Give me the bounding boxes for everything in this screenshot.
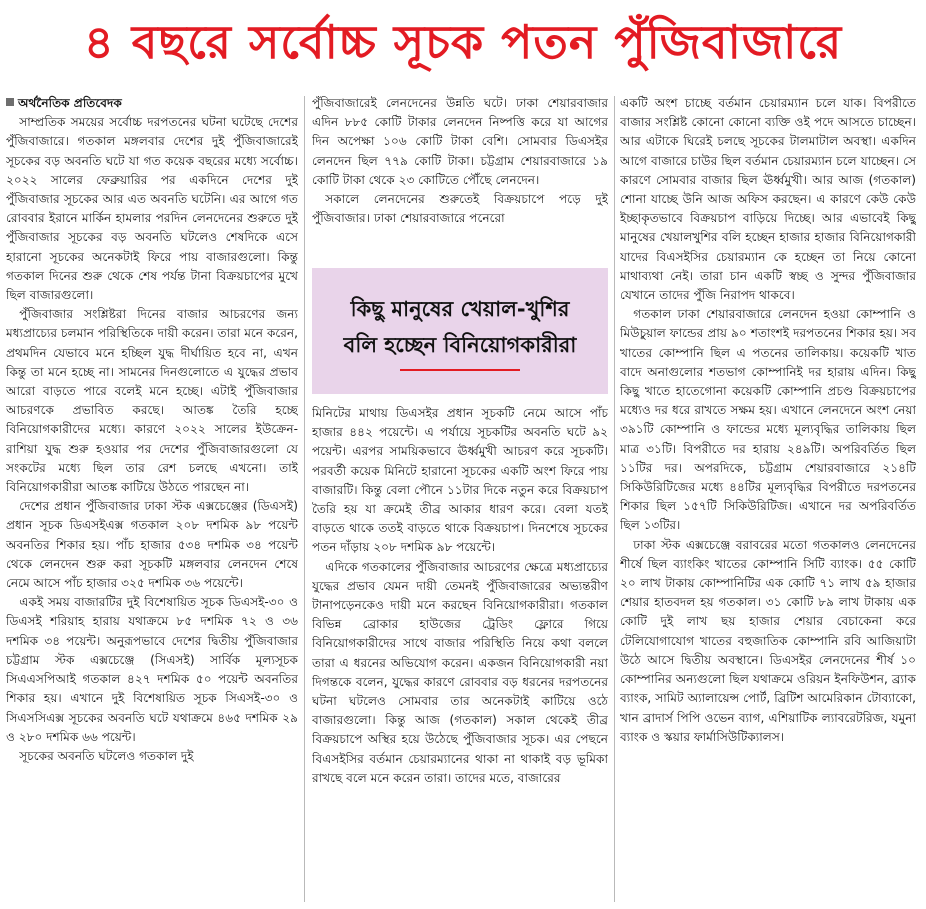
paragraph: ঢাকা স্টক এক্সচেঞ্জে বরাবরের মতো গতকালও লেনদেনের শীর্ষে ছিল ব্যাংকিং খাতের কোম্পানি সিটি ব্যাংক। ৫৫ কোটি ২০ লাখ টাকায় কোম্পানিটির এক কোটি ৭১ লাখ ৫৯ হাজার শেয়ার হাতবদল হয় গতকাল। ৩১ কোটি ৮৯ লাখ টাকায় এক কোটি দুই লাখ ছয় হাজার শেয়ার বেচাকেনা করে টেলিযোগাযোগ খাতের বহুজাতিক কোম্পানি রবি আজিয়াটা উঠে আসে দ্বিতীয় অবস্থানে। ডিএসইর লেনদেনের শীর্ষ ১০ কোম্পানির অন্যগুলো ছিল যথাক্রমে ওরিয়ন ইনফিউশন, ব্র্যাক ব্যাংক, সামিট অ্যালায়েন্স পোর্ট, ব্রিটিশ আমেরিকান টোব্যাকো, খান ব্রাদার্স পিপি ওভেন ব্যাগ, এশিয়াটিক ল্যাবরেটরিজ, যমুনা ব্যাংক ও স্কয়ার ফার্মাসিউটিক্যালস। [620, 537, 916, 744]
column-divider [304, 96, 305, 902]
paragraph: একটি অংশ চাচ্ছে বর্তমান চেয়ারম্যান চলে যাক। বিপরীতে বাজার সংশ্লিষ্ট কোনো কোনো ব্যক্তি ওই পদে আসতে চাচ্ছেন। আর এটাকে ঘিরেই চলছে সূচকের টালমাটাল অবস্থা। একদিন আগে বাজারে চাউর ছিল বর্তমান চেয়ারম্যান চলে যাচ্ছেন। সে কারণে সোমবার বাজার ছিল ঊর্ধ্বমুখী। আর আজ (গতকাল) শোনা যাচ্ছে উনি আজ অফিস করছেন। এ কারণে কেউ কেউ ইচ্ছাকৃতভাবে বিক্রয়চাপ বাড়িয়ে দিচ্ছে। আর এভাবেই কিছু মানুষের খেয়ালখুশির বলি হচ্ছেন হাজার হাজার বিনিয়োগকারী যাদের বিএসইসির চেয়ারম্যান কে হচ্ছেন তা নিয়ে কোনো মাথাব্যথা নেই। তারা চান একটি স্বচ্ছ ও সুন্দর পুঁজিবাজার যেখানে তাদের পুঁজি নিরাপদ থাকবে। [620, 96, 916, 303]
pull-quote [312, 268, 608, 394]
paragraph: সাম্প্রতিক সময়ের সর্বোচ্চ দরপতনের ঘটনা ঘটেছে দেশের পুঁজিবাজারে। গতকাল মঙ্গলবার দেশের দুই পুঁজিবাজারেই সূচকের বড় অবনতি ঘটে যা গত কয়েক বছরের মধ্যে সর্বোচ্চ। ২০২২ সালের ফেব্রুয়ারির পর একদিনে দেশের দুই পুঁজিবাজার সূচকের আর এত অবনতি ঘটেনি। এর আগে গত রোববার ইরানে মার্কিন হামলার পরদিন লেনদেনের শুরুতে দুই পুঁজিবাজার সূচকের বড় অবনতি ঘটলেও শেষদিকে এসে হারানো সূচকের অনেকটাই ফিরে পায় বাজারগুলো। কিন্তু গতকাল দিনের শুরু থেকে শেষ পর্যন্ত টানা বিক্রয়চাপের মুখে ছিল বাজারগুলো। [6, 115, 298, 303]
paragraph: সূচকের অবনতি ঘটলেও গতকাল দুই [19, 748, 194, 763]
column-divider [614, 96, 615, 902]
paragraph: একই সময় বাজারটির দুই বিশেষায়িত সূচক ডিএসই-৩০ ও ডিএসই শরিয়াহ হারায় যথাক্রমে ৮৫ দশমিক ৭২ ও ৩৬ দশমিক ৩৪ পয়েন্ট। অনুরূপভাবে দেশের দ্বিতীয় পুঁজিবাজার চট্টগ্রাম স্টক এক্সচেঞ্জে (সিএসই) সার্বিক মূল্যসূচক সিএএসপিআই গতকাল ৪২৭ দশমিক ৫০ পয়েন্ট অবনতির শিকার হয়। এখানে দুই বিশেষায়িত সূচক সিএসই-৩০ ও সিএসসিএক্স সূচকের অবনতি ঘটে যথাক্রমে ৪৬৫ দশমিক ২৯ ও ২৮০ দশমিক ৬৬ পয়েন্ট। [6, 595, 298, 744]
paragraph: পুঁজিবাজারেই লেনদেনের উন্নতি ঘটে। ঢাকা শেয়ারবাজার এদিন ৮৮৫ কোটি টাকার লেনদেন নিষ্পত্তি করে যা আগের দিন অপেক্ষা ১০৬ কোটি টাকা বেশি। সোমবার ডিএসইর লেনদেন ছিল ৭৭৯ কোটি টাকা। চট্টগ্রাম শেয়ারবাজারে ১৯ কোটি টাকা থেকে ২৩ কোটিতে পৌঁছে লেনদেন। [312, 96, 608, 187]
paragraph: দেশের প্রধান পুঁজিবাজার ঢাকা স্টক এক্সচেঞ্জের (ডিএসই) প্রধান সূচক ডিএসইএক্স গতকাল ২০৮ দশমিক ৯৮ পয়েন্ট অবনতির শিকার হয়। পাঁচ হাজার ৫৩৪ দশমিক ৩৪ পয়েন্ট থেকে লেনদেন শুরু করা সূচকটি মঙ্গলবার লেনদেন শেষে নেমে আসে পাঁচ হাজার ৩২৫ দশমিক ৩৬ পয়েন্টে। [6, 499, 298, 591]
paragraph: গতকাল ঢাকা শেয়ারবাজারে লেনদেন হওয়া কোম্পানি ও মিউচুয়াল ফান্ডের প্রায় ৯০ শতাংশই দরপতনের শিকার হয়। সব খাতের কোম্পানি ছিল এ পতনের তালিকায়। কয়েকটি খাত বাদে অনাগুলোর শতভাগ কোম্পানিই দর হারায় এদিন। কিছু কিছু খাতে হাতেগোনা কয়েকটি কোম্পানি প্রচণ্ড বিক্রয়চাপের মধ্যেও দর ধরে রাখতে সক্ষম হয়। এখানে লেনদেনে অংশ নেয়া ৩৯১টি কোম্পানি ও ফান্ডের মধ্যে মূল্যবৃদ্ধির তালিকায় ছিল মাত্র ৩১টি। বিপরীতে দর হারায় ২৪৯টি। অপরিবর্তিত ছিল ১১টির দর। অপরদিকে, চট্টগ্রাম শেয়ারবাজারে ২১৪টি সিকিউরিটিজের মধ্যে ৪৪টির মূল্যবৃদ্ধির বিপরীতে দরপতনের শিকার ছিল ১৫৭টি সিকিউরিটিজ। এখানে দর অপরিবর্তিত ছিল ১৩টির। [620, 307, 916, 533]
article-column-1 [6, 94, 298, 904]
pull-quote-line-2: বলি হচ্ছেন বিনিয়োগকারীরা [343, 333, 577, 357]
headline: ৪ বছরে সর্বোচ্চ সূচক পতন পুঁজিবাজারে [83, 15, 843, 69]
article-column-2-bottom [312, 404, 608, 904]
paragraph: সকালে লেনদেনের শুরুতেই বিক্রয়চাপে পড়ে দুই পুঁজিবাজার। ঢাকা শেয়ারবাজারে পনেরো [312, 192, 608, 226]
paragraph: মিনিটের মাথায় ডিএসইর প্রধান সূচকটি নেমে আসে পাঁচ হাজার ৪৪২ পয়েন্টে। এ পর্যায়ে সূচকটির অবনতি ঘটে ৯২ পয়েন্ট। এরপর সাময়িকভাবে ঊর্ধ্বমুখী আচরণ করে সূচকটি। পরবর্তী কয়েক মিনিটে হারানো সূচকের একটি অংশ ফিরে পায় বাজারটি। কিন্তু বেলা পৌনে ১১টার দিকে নতুন করে বিক্রয়চাপ তৈরি হয় যা ক্রমেই তীব্র আকার ধারণ করে। বেলা যতই বাড়তে থাকে ততই বাড়তে থাকে বিক্রয়চাপ। দিনশেষে সূচকের পতন দাঁড়ায় ২০৮ দশমিক ৯৮ পয়েন্টে। [312, 406, 608, 555]
paragraph: পুঁজিবাজার সংশ্লিষ্টরা দিনের বাজার আচরণের জন্য মধ্যপ্রাচ্যের চলমান পরিস্থিতিকে দায়ী করেন। তারা মনে করেন, প্রথমদিন যেভাবে মনে হচ্ছিল যুদ্ধ দীর্ঘায়িত হবে না, এখন কিন্তু তা মনে হচ্ছে না। সামনের দিনগুলোতে এ যুদ্ধের প্রভাব আরো বাড়তে পারে বলেই মনে হচ্ছে। এটাই পুঁজিবাজার আচরণকে প্রভাবিত করছে। আতঙ্ক তৈরি হচ্ছে বিনিয়োগকারীদের মধ্যে। কারণে ২০২২ সালের ইউক্রেন-রাশিয়া যুদ্ধ শুরু হওয়ার পর দেশের পুঁজিবাজারগুলো যে সংকটের মধ্যে ছিল তার রেশ চলছে এখনো। তাই বিনিয়োগকারীরা আতঙ্ক কাটিয়ে উঠতে পারছেন না। [6, 307, 298, 495]
pull-quote-line-1: কিছু মানুষের খেয়াল-খুশির [350, 297, 570, 321]
paragraph: এদিকে গতকালের পুঁজিবাজার আচরণের ক্ষেত্রে মধ্যপ্রাচ্যের যুদ্ধের প্রভাব যেমন দায়ী তেমনই পুঁজিবাজারের অভ্যন্তরীণ টানাপড়েনকেও দায়ী মনে করছেন বিনিয়োগকারীরা। গতকাল বিভিন্ন ব্রোকার হাউজের ট্রেডিং ফ্লোরে গিয়ে বিনিয়োগকারীদের সাথে বাজার পরিস্থিতি নিয়ে কথা বললে তারা এ ধরনের অভিযোগ করেন। একজন বিনিয়োগকারী নয়া দিগন্তকে বলেন, যুদ্ধের কারণে রোববার বড় ধরনের দরপতনের ঘটনা ঘটলেও সোমবার তার অনেকটাই কাটিয়ে ওঠে বাজারগুলো। কিন্তু আজ (গতকাল) সকাল থেকেই তীব্র বিক্রয়চাপে অস্থির হয়ে উঠেছে পুঁজিবাজার সূচক। এর পেছনে বিএসইসির বর্তমান চেয়ারম্যানের থাকা না থাকাই বড় ভূমিকা রাখছে বলে মনে করেন তারা। তাদের মতে, বাজারের [312, 559, 608, 785]
article-column-3 [620, 94, 916, 904]
article-column-2-top [312, 94, 608, 264]
byline: অর্থনৈতিক প্রতিবেদক [18, 96, 122, 110]
pull-quote-rule [400, 369, 520, 371]
bullet-icon [6, 98, 14, 106]
